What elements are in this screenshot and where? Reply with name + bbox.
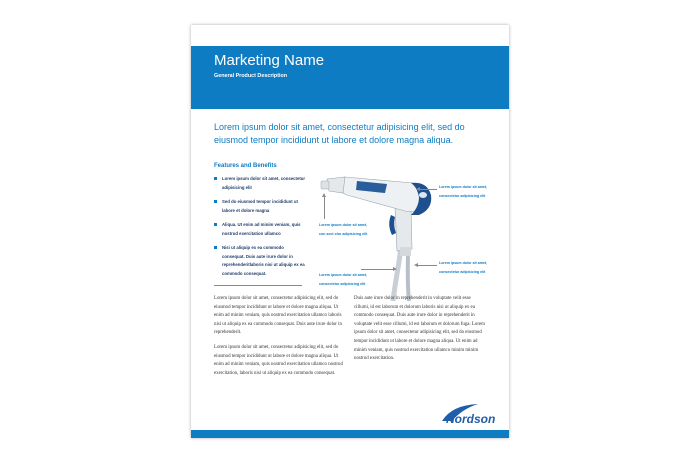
bullet-text: Sed do eiusmod tempor incididunt ut labore et dolore magna (222, 199, 298, 213)
callout-bottom-left: Lorem ipsum dolor sit amet, consectetur adipisicing elit (319, 273, 368, 286)
bullet-text: Lorem ipsum dolor sit amet, consectetur adipisicing elit (222, 176, 306, 190)
features-divider (214, 285, 302, 286)
arrow-head-icon (416, 187, 420, 191)
features-list (214, 175, 306, 284)
nordson-logo (438, 401, 500, 432)
product-datasheet (191, 25, 509, 438)
callout-bottom-right: Lorem ipsum dolor sit amet, consectetur adipisicing elit (439, 261, 488, 274)
product-image-area (315, 165, 501, 301)
list-item (214, 175, 306, 192)
list-item (214, 198, 306, 215)
list-item (214, 244, 306, 278)
callout-arrow (417, 265, 437, 266)
document-subtitle: General Product Description (214, 73, 288, 79)
nordson-logo-icon (438, 401, 500, 427)
bullet-text: Aliqua. Ut enim ad minim veniam, quis nostrud exercitation ullamco (222, 222, 301, 236)
arrow-head-icon (393, 267, 397, 271)
bullet-square-icon (214, 246, 217, 249)
features-heading: Features and Benefits (214, 163, 277, 169)
callout-arrow (324, 195, 325, 219)
body-column-right (354, 295, 486, 370)
body-paragraph: Duis aute irure dolor in reprehenderit in voluptate velit esse cillumi, id est laborum et dolorum laboris nisi ut aliquip ex ea commodo consequat. Duis aute irure dolor in reprehenderit in voluptate velit esse cillumi, id est laborum et dolorum fuga. Lorem ipsum dolor sit amet, consectetur adipisicing elit, sed do eiusmod tempor incididunt ut labore et dolore magna aliqua. Ut enim ad minim veniam, quis nostrud exercitation ullamco minim minim nostrud exercitation. (354, 296, 485, 362)
callout-arrow (361, 269, 393, 270)
callout-top-right: Lorem ipsum dolor sit amet, consectetur adipisicing elit (439, 185, 488, 198)
body-paragraph: Lorem ipsum dolor sit amet, consectetur adipisicing elit, sed do eiusmod tempor incididunt ut labore et dolore magna aliqua. Ut enim ad minim veniam, quis nostrud exercitation ullamco nostrud exercitation, laboris nisi ut aliquip ex ea commodo consequat. (214, 344, 343, 376)
bullet-square-icon (214, 177, 217, 180)
document-title: Marketing Name (214, 52, 325, 69)
list-item (214, 221, 306, 238)
bullet-text: Nisi ut aliquip ex ea commodo consequat. Duis aute irure dolor in reprehenderitlaboris nisi ut aliquip ex ea commodo consequat. (222, 245, 305, 276)
body-paragraph: Lorem ipsum dolor sit amet, consectetur adipisicing elit, sed do eiusmod tempor incididunt ut labore et dolore magna aliqua. Ut enim ad minim veniam, quis nostrud exercitation ullamco laboris nisi ut aliquip ex ea commodo consequat. Duis aute irure dolor in reprehenderit. (214, 296, 342, 336)
body-column-left (214, 295, 346, 384)
intro-text: Lorem ipsum dolor sit amet, consectetur adipisicing elit, sed do eiusmod tempor incididunt ut labore et dolore magna aliqua. (214, 122, 465, 145)
footer-band (191, 430, 509, 438)
arrow-head-icon (322, 193, 326, 197)
bullet-square-icon (214, 200, 217, 203)
arrow-head-icon (414, 263, 418, 267)
callout-arrow (419, 189, 437, 190)
logo-text: Nordson (446, 412, 496, 426)
callout-mid-left: Lorem ipsum dolor sit amet, con sect etur adipisicing elit (319, 223, 368, 236)
bullet-square-icon (214, 223, 217, 226)
